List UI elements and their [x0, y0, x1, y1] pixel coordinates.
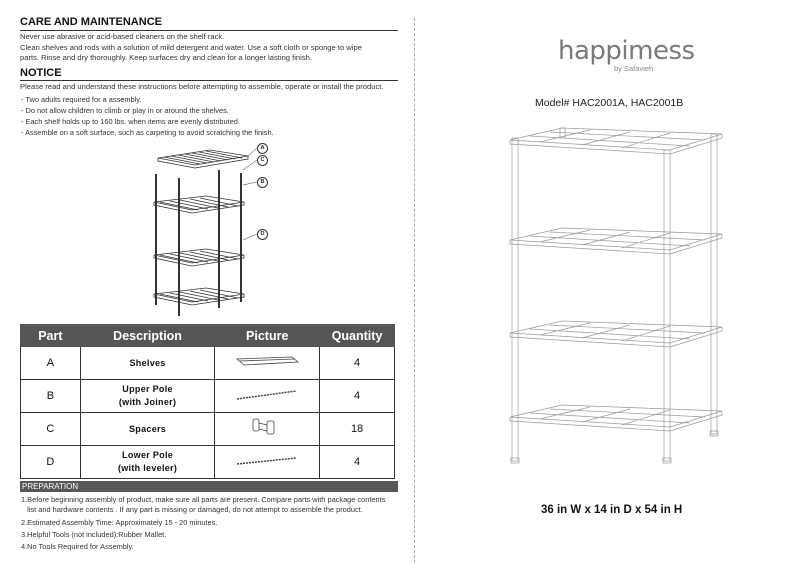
part-letter: B — [21, 380, 81, 413]
dimensions-text: 36 in W x 14 in D x 54 in H — [541, 504, 683, 516]
desc-line: Shelves — [129, 357, 166, 368]
label-b-callout: B — [257, 177, 268, 188]
part-description — [80, 380, 215, 413]
part-picture-shelf — [215, 347, 320, 380]
preparation-heading: PREPARATION — [20, 481, 398, 492]
care-divider — [20, 30, 398, 31]
notice-divider — [20, 80, 398, 81]
brand-logo: happimess — [558, 36, 695, 66]
fold-line — [414, 18, 415, 563]
table-row — [21, 413, 395, 446]
shelf-level — [510, 128, 722, 154]
part-description — [80, 446, 215, 479]
part-description — [80, 347, 215, 380]
part-picture-upper-pole — [215, 380, 320, 413]
notice-intro: Please read and understand these instructions before attempting to assemble, operate or install the product. — [20, 82, 384, 91]
part-letter: D — [21, 446, 81, 479]
notice-heading: NOTICE — [20, 67, 62, 79]
prep-item: 3.Helpful Tools (not included):Rubber Mallet. — [21, 530, 167, 539]
prep-item: 4.No Tools Required for Assembly. — [21, 542, 134, 551]
notice-bullet: - Assemble on a soft surface, such as carpeting to avoid scratching the finish. — [21, 128, 274, 137]
label-c-callout: C — [257, 155, 268, 166]
part-description — [80, 413, 215, 446]
table-header-row — [21, 325, 395, 347]
header-part: Part — [21, 325, 81, 347]
notice-bullet: - Two adults required for a assembly. — [21, 95, 142, 104]
desc-line: Spacers — [128, 423, 167, 434]
part-quantity: 18 — [320, 413, 395, 446]
model-number: Model# HAC2001A, HAC2001B — [535, 97, 684, 109]
part-quantity: 4 — [320, 347, 395, 380]
notice-bullet: - Do not allow children to climb or play in or around the shelves. — [21, 106, 229, 115]
table-row — [21, 347, 395, 380]
part-letter: A — [21, 347, 81, 380]
shelf-unit-illustration — [500, 120, 740, 470]
care-line-1: Never use abrasive or acid-based cleaners on the shelf rack. — [20, 32, 225, 41]
desc-line: (with Joiner) — [118, 397, 177, 407]
parts-table — [20, 324, 395, 479]
table-row — [21, 380, 395, 413]
brand-subtitle: by Safavieh — [614, 64, 654, 73]
prep-item: list and hardware contents . If any part is missing or damaged, do not attempt to assemble the product. — [21, 505, 363, 514]
care-heading: CARE AND MAINTENANCE — [20, 16, 162, 28]
desc-line: Lower Pole — [122, 450, 174, 460]
care-text — [20, 32, 400, 64]
part-letter: C — [21, 413, 81, 446]
label-a-callout: A — [257, 143, 268, 154]
care-line-3: parts. Rinse and dry thoroughly. Keep surfaces dry and clean for a longer lasting finish. — [20, 53, 312, 63]
prep-item: 1.Before beginning assembly of product, make sure all parts are present. Compare parts with package contents — [21, 495, 386, 504]
desc-line: (with leveler) — [117, 463, 178, 473]
part-picture-spacers — [215, 413, 320, 446]
care-line-2: Clean shelves and rods with a solution of mild detergent and water. Use a soft cloth or sponge to wipe — [20, 42, 362, 52]
part-quantity: 4 — [320, 446, 395, 479]
desc-line: Upper Pole — [122, 384, 173, 394]
header-description: Description — [80, 325, 215, 347]
header-quantity: Quantity — [320, 325, 395, 347]
prep-item: 2.Estimated Assembly Time: Approximately 15 - 20 minutes. — [21, 518, 218, 527]
notice-bullet: - Each shelf holds up to 160 lbs. when items are evenly distributed. — [21, 117, 240, 126]
table-row — [21, 446, 395, 479]
header-picture: Picture — [215, 325, 320, 347]
part-picture-lower-pole — [215, 446, 320, 479]
label-d-callout: D — [257, 229, 268, 240]
part-quantity: 4 — [320, 380, 395, 413]
